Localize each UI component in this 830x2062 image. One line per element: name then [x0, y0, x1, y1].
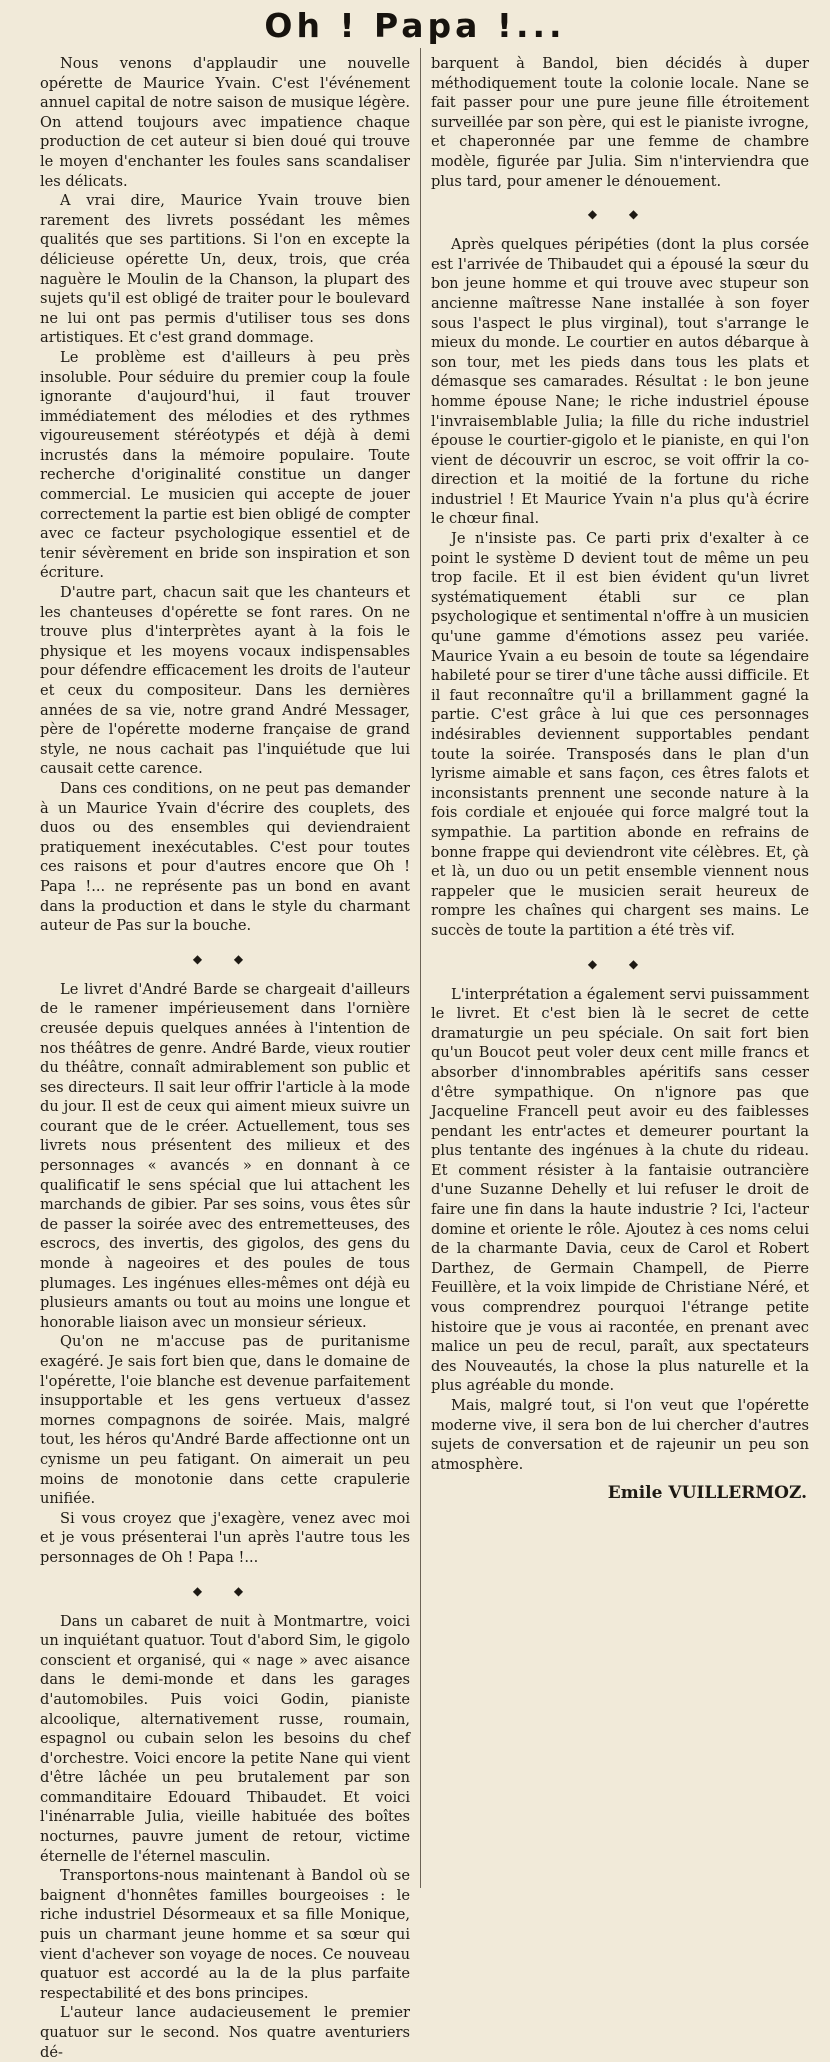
- right-section-b: [431, 235, 809, 940]
- paragraph: D'autre part, chacun sait que les chanteurs et les chanteuses d'opérette se font rares. On ne trouve plus d'interprètes ayant à la fois le physique et les moyens vocaux indispensables pour défendre efficacement les droits de l'auteur et ceux du compositeur. Dans les dernières années de sa vie, notre grand André Messager, père de l'opérette moderne française de grand style, ne nous cachait pas l'inquiétude que lui causait cette carence.: [40, 584, 410, 778]
- right-column: [431, 54, 809, 1504]
- paragraph: Dans un cabaret de nuit à Montmartre, voici un inquiétant quatuor. Tout d'abord Sim, le gigolo conscient et organisé, qui « nage » avec aisance dans le demi-monde et dans les garages d'automobiles. Puis voici Godin, pianiste alcoolique, alternativement russe, roumain, espagnol ou cubain selon les besoins du chef d'orchestre. Voici encore la petite Nane qui vient d'être lâchée un peu brutalement par son commanditaire Edouard Thibaudet. Et voici l'inénarrable Julia, vieille habituée des boîtes nocturnes, pauvre jument de retour, victime éternelle de l'éternel masculin.: [40, 1612, 410, 1865]
- left-section-b: [40, 980, 410, 1568]
- paragraph: barquent à Bandol, bien décidés à duper méthodiquement toute la colonie locale. Nane se fait passer pour une pure jeune fille étroitement surveillée par son père, qui est le pianiste ivrogne, et chaperonnée par une femme de chambre modèle, figurée par Julia. Sim n'interviendra que plus tard, pour amener le dénouement.: [431, 55, 809, 190]
- paragraph: Transportons-nous maintenant à Bandol où se baignent d'honnêtes familles bourgeoises : le riche industriel Désormeaux et sa fille Monique, puis un charmant jeune homme et sa sœur qui vient d'achever son voyage de noces. Ce nouveau quatuor est accordé au la de la plus parfaite respectabilité et des bons principes.: [40, 1867, 410, 2002]
- paragraph: Le livret d'André Barde se chargeait d'ailleurs de le ramener impérieusement dans l'ornière creusée depuis quelques années à l'intention de nos théâtres de genre. André Barde, vieux routier du théâtre, connaît admirablement son public et ses directeurs. Il sait leur offrir l'article à la mode du jour. Il est de ceux qui aiment mieux suivre un courant que de le créer. Actuellement, tous ses livrets nous présentent des milieux et des personnages « avancés » en donnant à ce qualificatif le sens spécial que lui attachent les marchands de gibier. Par ses soins, vous êtes sûr de passer la soirée avec des entremetteuses, des escrocs, des invertis, des gigolos, des gens du monde à nageoires et des poules de tous plumages. Les ingénues elles-mêmes ont déjà eu plusieurs amants ou tout au moins une longue et honorable liaison avec un monsieur sérieux.: [40, 980, 410, 1331]
- right-section-a: [431, 54, 809, 191]
- column-divider: [420, 48, 421, 1888]
- right-section-c: [431, 985, 809, 1475]
- paragraph: Je n'insiste pas. Ce parti prix d'exalter à ce point le système D devient tout de même un peu trop facile. Et il est bien évident qu'un livret systématiquement établi sur ce plan psychologique et sentimental n'offre à un musicien qu'une gamme d'émotions assez peu variée. Maurice Yvain a eu besoin de toute sa légendaire habileté pour se tirer d'une tâche aussi difficile. Et il faut reconnaître qu'il a brillamment gagné la partie. C'est grâce à lui que ces personnages indésirables deviennent supportables pendant toute la soirée. Transposés dans le plan d'un lyrisme aimable et sans façon, ces êtres falots et inconsistants prennent une seconde nature à la fois cordiale et enjouée qui force malgré tout la sympathie. La partition abonde en refrains de bonne frappe qui deviendront vite célèbres. Et, çà et là, un duo ou un petit ensemble viennent nous rappeler que le musicien serait heureux de rompre les chaînes qui chargent ses mains. Le succès de toute la partition a été très vif.: [431, 530, 809, 939]
- paragraph: Qu'on ne m'accuse pas de puritanisme exagéré. Je sais fort bien que, dans le domaine de l'opérette, l'oie blanche est devenue parfaitement insupportable et les gens vertueux d'assez mornes compagnons de soirée. Mais, malgré tout, les héros qu'André Barde affectionne ont un cynisme un peu fatigant. On aimerait un peu moins de monotonie dans cette crapulerie unifiée.: [40, 1333, 410, 1508]
- article-title: Oh ! Papa !...: [264, 6, 566, 45]
- left-column: [40, 54, 410, 2062]
- left-section-a: [40, 54, 410, 936]
- paragraph: Mais, malgré tout, si l'on veut que l'opérette moderne vive, il sera bon de lui chercher d'autres sujets de conversation et de rajeunir un peu son atmosphère.: [431, 1397, 809, 1473]
- paragraph: Le problème est d'ailleurs à peu près insoluble. Pour séduire du premier coup la foule ignorante d'aujourd'hui, il faut trouver immédiatement des mélodies et des rythmes vigoureusement stéréotypés et déjà à demi incrustés dans la mémoire populaire. Toute recherche d'originalité constitue un danger commercial. Le musicien qui accepte de jouer correctement la partie est bien obligé de compter avec ce facteur psychologique essentiel et de tenir sévèrement en bride son inspiration et son écriture.: [40, 348, 410, 582]
- paragraph: Dans ces conditions, on ne peut pas demander à un Maurice Yvain d'écrire des couplets, des duos ou des ensembles qui deviendraient pratiquement inexécutables. C'est pour toutes ces raisons et pour d'autres encore que Oh ! Papa !... ne représente pas un bond en avant dans la production et dans le style du charmant auteur de Pas sur la bouche.: [40, 779, 410, 935]
- paragraph: Nous venons d'applaudir une nouvelle opérette de Maurice Yvain. C'est l'événement annuel capital de notre saison de musique légère. On attend toujours avec impatience chaque production de cet auteur si bien doué qui trouve le moyen d'enchanter les foules sans scandaliser les délicats.: [40, 55, 410, 190]
- paragraph: L'interprétation a également servi puissamment le livret. Et c'est bien là le secret de cette dramaturgie un peu spéciale. On sait fort bien qu'un Boucot peut voler deux cent mille francs et absorber d'innombrables apéritifs sans cesser d'être sympathique. On n'ignore pas que Jacqueline Francell peut avoir eu des faiblesses pendant les entr'actes et demeurer pourtant la plus tentante des ingénues à la chute du rideau. Et comment résister à la fantaisie outrancière d'une Suzanne Dehelly et lui refuser le droit de faire une fin dans la haute industrie ? Ici, l'acteur domine et oriente le rôle. Ajoutez à ces noms celui de la charmante Davia, ceux de Carol et Robert Darthez, de Germain Champell, de Pierre Feuillère, et la voix limpide de Christiane Néré, et vous comprendrez pourquoi l'étrange petite histoire que je vous ai racontée, en prenant avec malice un peu de recul, paraît, aux spectateurs des Nouveautés, la chose la plus naturelle et la plus agréable du monde.: [431, 985, 809, 1395]
- left-section-c: [40, 1612, 410, 2062]
- paragraph: Après quelques péripéties (dont la plus corsée est l'arrivée de Thibaudet qui a épousé la sœur du bon jeune homme et qui trouve avec stupeur son ancienne maîtresse Nane installée à son foyer sous l'aspect le plus virginal), tout s'arrange le mieux du monde. Le courtier en autos débarque à son tour, met les pieds dans tous les plats et démasque ses camarades. Résultat : le bon jeune homme épouse Nane; le riche industriel épouse l'invraisemblable Julia; la fille du riche industriel épouse le courtier-gigolo et le pianiste, en qui l'on vient de découvrir un escroc, se voit offrir la co-direction et la moitié de la fortune du riche industriel ! Et Maurice Yvain n'a plus qu'à écrire le chœur final.: [431, 236, 809, 528]
- paragraph: Si vous croyez que j'exagère, venez avec moi et je vous présenterai l'un après l'autre tous les personnages de Oh ! Papa !...: [40, 1509, 410, 1566]
- paragraph: A vrai dire, Maurice Yvain trouve bien rarement des livrets possédant les mêmes qualités que ses partitions. Si l'on en excepte la délicieuse opérette Un, deux, trois, que créa naguère le Moulin de la Chanson, la plupart des sujets qu'il est obligé de traiter pour le boulevard ne lui ont pas permis d'utiliser tous ses dons artistiques. Et c'est grand dommage.: [40, 192, 410, 347]
- paragraph: L'auteur lance audacieusement le premier quatuor sur le second. Nos quatre aventuriers dé-: [40, 2004, 410, 2061]
- section-separator: ◆ ◆: [192, 951, 258, 966]
- section-separator: ◆ ◆: [192, 1583, 258, 1598]
- section-separator: ◆ ◆: [587, 207, 653, 222]
- section-separator: ◆ ◆: [587, 956, 653, 971]
- author-signature: Emile VUILLERMOZ.: [607, 1483, 807, 1504]
